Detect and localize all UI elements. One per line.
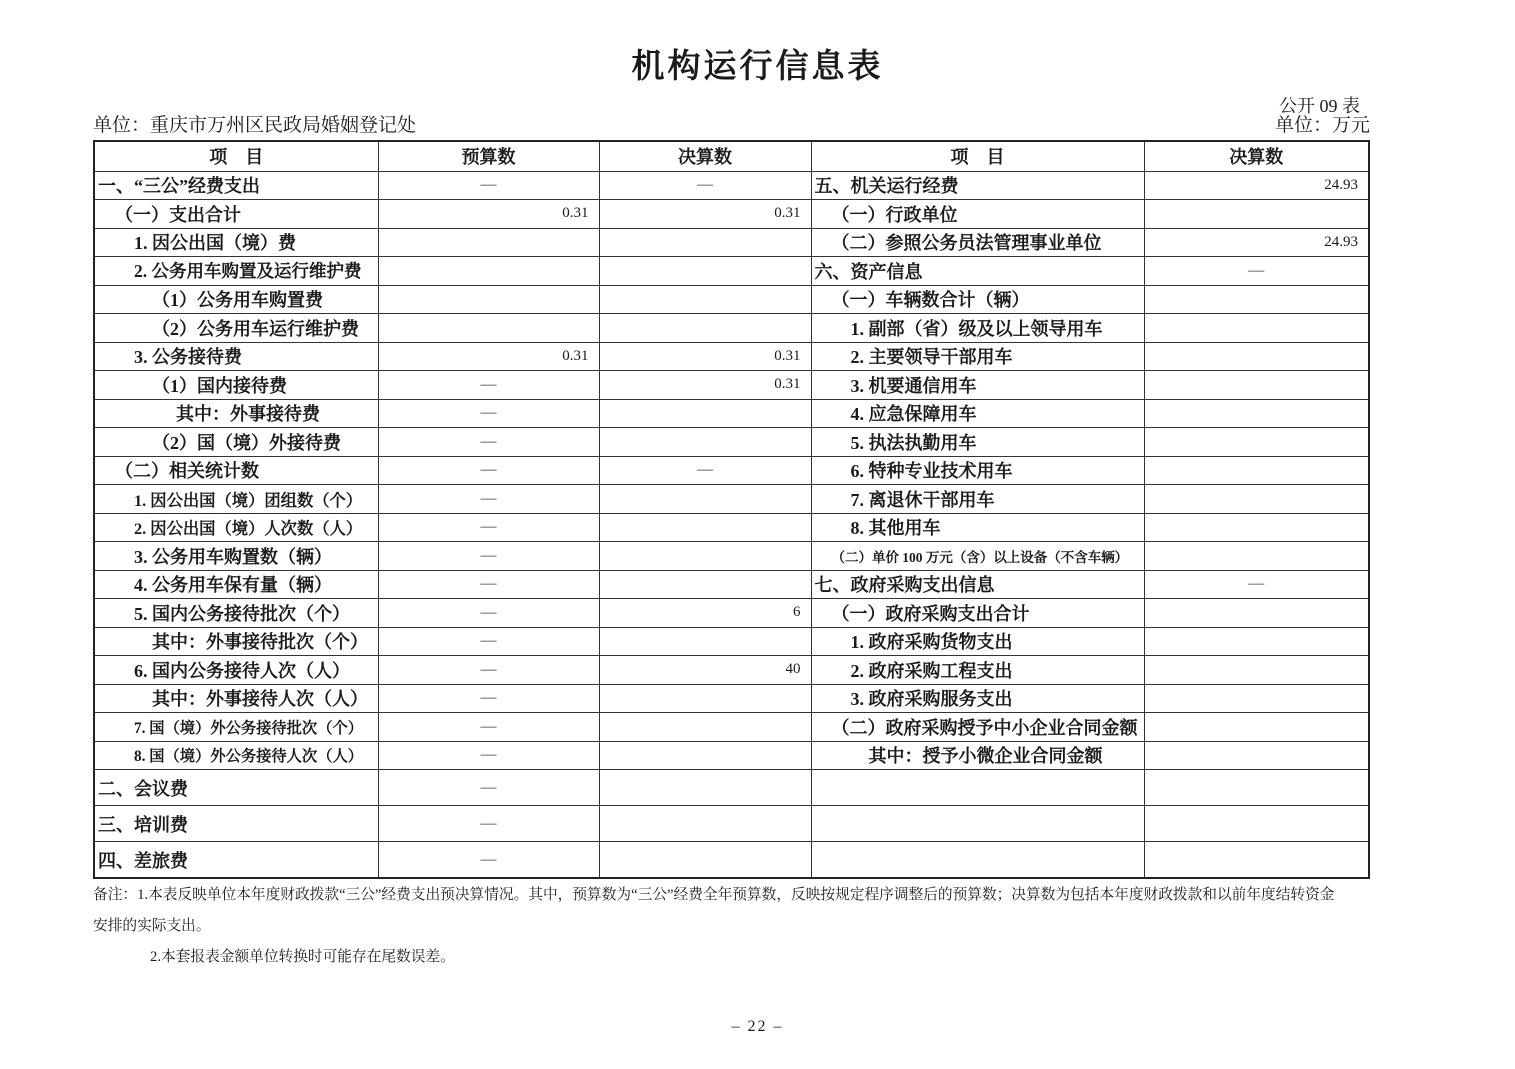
table-row: [94, 285, 1369, 314]
header-item-right: 项 目: [811, 141, 1144, 171]
row-label: 1. 政府采购货物支出: [811, 627, 1144, 656]
row-label: （二）相关统计数: [94, 456, 378, 485]
value-cell: [1144, 200, 1369, 229]
row-label: 其中：授予小微企业合同金额: [811, 741, 1144, 770]
header-item-left: 项 目: [94, 141, 378, 171]
table-row: [94, 342, 1369, 371]
row-label: 二、会议费: [94, 770, 378, 806]
value-cell: [599, 542, 811, 571]
value-cell: [599, 806, 811, 842]
row-label: 4. 应急保障用车: [811, 399, 1144, 428]
value-cell: [599, 684, 811, 713]
value-cell: [378, 285, 599, 314]
value-cell: [1144, 741, 1369, 770]
public-table-number: 公开 09 表: [1279, 96, 1360, 116]
table-row: [94, 542, 1369, 571]
value-cell: 24.93: [1144, 171, 1369, 200]
value-cell: [599, 428, 811, 457]
value-cell: [1144, 513, 1369, 542]
unit-info-row: [93, 113, 1370, 138]
table-header-row: [94, 141, 1369, 171]
table-row: [94, 200, 1369, 229]
value-cell: [599, 285, 811, 314]
value-dash: —: [378, 627, 599, 656]
value-dash: —: [378, 656, 599, 685]
row-label: （一）行政单位: [811, 200, 1144, 229]
row-label: 8. 其他用车: [811, 513, 1144, 542]
row-label: 5. 国内公务接待批次（个）: [94, 599, 378, 628]
value-cell: 0.31: [599, 371, 811, 400]
value-cell: [378, 228, 599, 257]
table-row: [94, 171, 1369, 200]
value-cell: [1144, 285, 1369, 314]
row-label: 七、政府采购支出信息: [811, 570, 1144, 599]
table-row: [94, 485, 1369, 514]
row-label: （一）支出合计: [94, 200, 378, 229]
table-row: [94, 599, 1369, 628]
page-number: – 22 –: [731, 1018, 784, 1035]
row-label: 其中：外事接待批次（个）: [94, 627, 378, 656]
table-header: [94, 141, 1369, 171]
value-cell: [1144, 656, 1369, 685]
row-label: 四、差旅费: [94, 842, 378, 878]
value-dash: —: [599, 456, 811, 485]
value-cell: 0.31: [599, 342, 811, 371]
table-row: [94, 570, 1369, 599]
row-label: 1. 副部（省）级及以上领导用车: [811, 314, 1144, 343]
value-cell: [1144, 684, 1369, 713]
value-dash: —: [378, 806, 599, 842]
row-label: 六、资产信息: [811, 257, 1144, 286]
row-label: 3. 政府采购服务支出: [811, 684, 1144, 713]
value-cell: 0.31: [378, 342, 599, 371]
value-cell: [1144, 456, 1369, 485]
value-cell: 24.93: [1144, 228, 1369, 257]
value-cell: [378, 257, 599, 286]
value-cell: 0.31: [378, 200, 599, 229]
table-row: [94, 228, 1369, 257]
value-dash: —: [378, 713, 599, 742]
value-dash: —: [378, 371, 599, 400]
table-row: [94, 513, 1369, 542]
value-cell: [599, 713, 811, 742]
row-label: 5. 执法执勤用车: [811, 428, 1144, 457]
value-cell: [1144, 713, 1369, 742]
value-cell: [599, 842, 811, 878]
value-cell: [599, 228, 811, 257]
value-dash: —: [378, 485, 599, 514]
row-label: （一）车辆数合计（辆）: [811, 285, 1144, 314]
row-label: 其中：外事接待费: [94, 399, 378, 428]
value-cell: 0.31: [599, 200, 811, 229]
value-cell: [599, 257, 811, 286]
row-label: [811, 842, 1144, 878]
unit-name-label: 单位：重庆市万州区民政局婚姻登记处: [93, 115, 417, 136]
table-row: [94, 684, 1369, 713]
footnote-line: 安排的实际支出。: [93, 918, 211, 934]
value-dash: —: [378, 171, 599, 200]
value-cell: [1144, 342, 1369, 371]
table-row: [94, 713, 1369, 742]
row-label: （一）政府采购支出合计: [811, 599, 1144, 628]
value-cell: [1144, 842, 1369, 878]
value-cell: [599, 770, 811, 806]
row-label: 3. 机要通信用车: [811, 371, 1144, 400]
value-cell: [1144, 627, 1369, 656]
table-row: [94, 314, 1369, 343]
header-budget: 预算数: [378, 141, 599, 171]
value-cell: [1144, 485, 1369, 514]
row-label: [811, 770, 1144, 806]
row-label: 7. 离退休干部用车: [811, 485, 1144, 514]
value-cell: [378, 314, 599, 343]
value-cell: 6: [599, 599, 811, 628]
value-dash: —: [1144, 257, 1369, 286]
value-dash: —: [378, 842, 599, 878]
footnote-line: 2.本套报表金额单位转换时可能存在尾数误差。: [150, 949, 455, 965]
row-label: 7. 国（境）外公务接待批次（个）: [94, 713, 378, 742]
value-cell: [1144, 314, 1369, 343]
row-label: （2）国（境）外接待费: [94, 428, 378, 457]
row-label: 其中：外事接待人次（人）: [94, 684, 378, 713]
value-cell: 40: [599, 656, 811, 685]
value-cell: [1144, 770, 1369, 806]
value-cell: [1144, 542, 1369, 571]
row-label: （1）国内接待费: [94, 371, 378, 400]
footnotes: [93, 880, 1503, 973]
row-label: 2. 因公出国（境）人次数（人）: [94, 513, 378, 542]
value-cell: [599, 399, 811, 428]
value-cell: [1144, 399, 1369, 428]
page-title: 机构运行信息表: [631, 49, 884, 85]
value-dash: —: [378, 599, 599, 628]
table-row: [94, 656, 1369, 685]
row-label: 8. 国（境）外公务接待人次（人）: [94, 741, 378, 770]
row-label: （二）参照公务员法管理事业单位: [811, 228, 1144, 257]
row-label: （二）政府采购授予中小企业合同金额: [811, 713, 1144, 742]
table-row: [94, 741, 1369, 770]
value-cell: [1144, 806, 1369, 842]
table-row: [94, 627, 1369, 656]
operation-info-table: [93, 140, 1370, 879]
table-row: [94, 257, 1369, 286]
value-cell: [1144, 371, 1369, 400]
value-dash: —: [378, 399, 599, 428]
row-label: 2. 主要领导干部用车: [811, 342, 1144, 371]
table-body: [94, 171, 1369, 878]
value-dash: —: [378, 428, 599, 457]
value-cell: [599, 570, 811, 599]
footnote-line: 备注：1.本表反映单位本年度财政拨款“三公”经费支出预决算情况。其中，预算数为“三公”经费全年预算数，反映按规定程序调整后的预算数；决算数为包括本年度财政拨款和以前年度结转资金: [93, 887, 1335, 903]
value-cell: [599, 513, 811, 542]
row-label: 1. 因公出国（境）团组数（个）: [94, 485, 378, 514]
value-dash: —: [378, 456, 599, 485]
value-dash: —: [378, 770, 599, 806]
row-label: 一、“三公”经费支出: [94, 171, 378, 200]
row-label: 4. 公务用车保有量（辆）: [94, 570, 378, 599]
table-row: [94, 456, 1369, 485]
table-row: [94, 842, 1369, 878]
row-label: （1）公务用车购置费: [94, 285, 378, 314]
row-label: 6. 国内公务接待人次（人）: [94, 656, 378, 685]
table-row: [94, 806, 1369, 842]
value-dash: —: [378, 542, 599, 571]
row-label: [811, 806, 1144, 842]
row-label: 2. 公务用车购置及运行维护费: [94, 257, 378, 286]
header-final-right: 决算数: [1144, 141, 1369, 171]
value-dash: —: [378, 570, 599, 599]
row-label: 6. 特种专业技术用车: [811, 456, 1144, 485]
value-dash: —: [378, 741, 599, 770]
value-cell: [599, 627, 811, 656]
table-row: [94, 371, 1369, 400]
value-dash: —: [1144, 570, 1369, 599]
unit-currency-label: 单位：万元: [1274, 115, 1370, 136]
value-dash: —: [599, 171, 811, 200]
table-row: [94, 428, 1369, 457]
row-label: 1. 因公出国（境）费: [94, 228, 378, 257]
row-label: （二）单价 100 万元（含）以上设备（不含车辆）: [811, 542, 1144, 571]
value-cell: [599, 741, 811, 770]
value-cell: [599, 485, 811, 514]
value-cell: [1144, 599, 1369, 628]
row-label: 2. 政府采购工程支出: [811, 656, 1144, 685]
row-label: （2）公务用车运行维护费: [94, 314, 378, 343]
row-label: 三、培训费: [94, 806, 378, 842]
value-dash: —: [378, 513, 599, 542]
value-cell: [1144, 428, 1369, 457]
row-label: 3. 公务接待费: [94, 342, 378, 371]
row-label: 五、机关运行经费: [811, 171, 1144, 200]
value-cell: [599, 314, 811, 343]
table-row: [94, 770, 1369, 806]
row-label: 3. 公务用车购置数（辆）: [94, 542, 378, 571]
value-dash: —: [378, 684, 599, 713]
header-final-left: 决算数: [599, 141, 811, 171]
table-row: [94, 399, 1369, 428]
